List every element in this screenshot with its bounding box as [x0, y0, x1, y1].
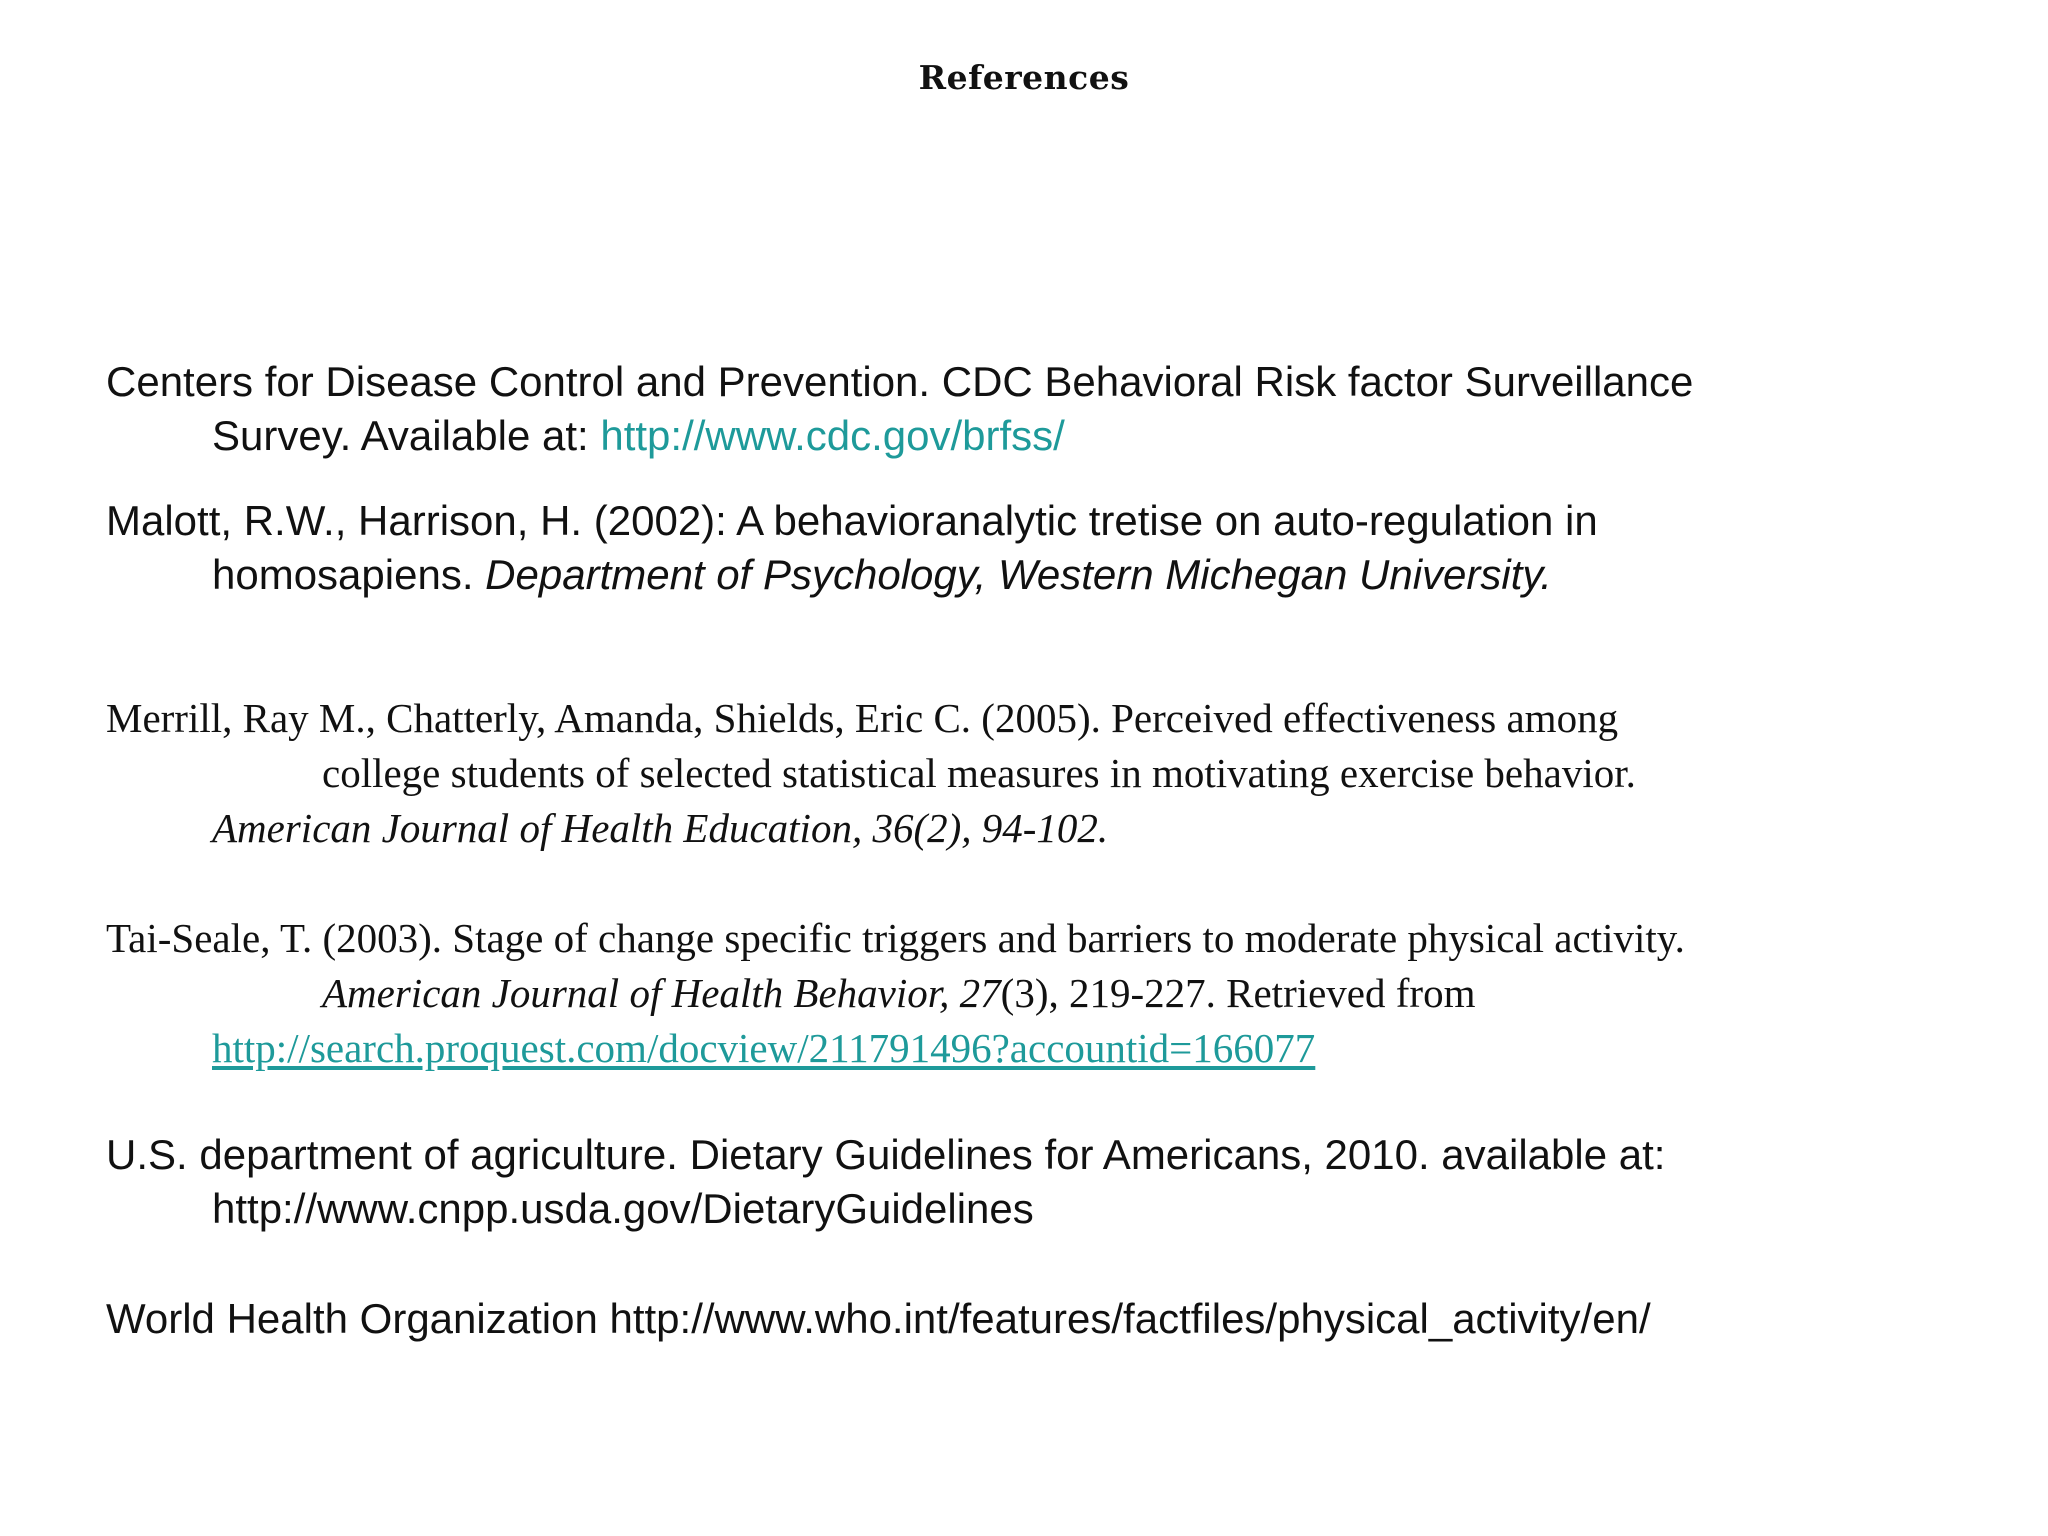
reference-merrill-line-2: college students of selected statistical measures in motivating exercise behavior. — [322, 750, 1636, 796]
reference-usda-url: http://www.cnpp.usda.gov/DietaryGuidelines — [212, 1185, 1034, 1232]
reference-tai-seale-issue: (3), 219-227. Retrieved from — [1000, 970, 1476, 1016]
reference-tai-seale-line-2 — [106, 966, 2006, 1021]
proquest-link[interactable]: http://search.proquest.com/docview/211791496?accountid=166077 — [212, 1025, 1316, 1071]
reference-tai-seale-line-3 — [106, 1021, 2006, 1076]
reference-tai-seale-journal: American Journal of Health Behavior, 27 — [322, 970, 1001, 1016]
page-title: References — [918, 58, 1130, 97]
reference-usda-line-1: U.S. department of agriculture. Dietary Guidelines for Americans, 2010. available at: — [106, 1131, 1666, 1178]
reference-who — [106, 1292, 2006, 1346]
reference-cdc-line-1: Centers for Disease Control and Prevention. CDC Behavioral Risk factor Surveillance — [106, 358, 1694, 405]
reference-cdc — [106, 355, 2006, 463]
reference-who-line-1: World Health Organization http://www.who.int/features/factfiles/physical_activity/en/ — [106, 1295, 1651, 1342]
reference-malott-line-1: Malott, R.W., Harrison, H. (2002): A behavioranalytic tretise on auto-regulation in — [106, 497, 1598, 544]
reference-cdc-available-label: Survey. Available at: — [212, 412, 601, 459]
reference-merrill-journal: American Journal of Health Education, 36(2), 94-102. — [212, 805, 1109, 851]
reference-merrill-line-1: Merrill, Ray M., Chatterly, Amanda, Shields, Eric C. (2005). Perceived effectiveness among — [106, 695, 1619, 741]
reference-malott-source: Department of Psychology, Western Michegan University. — [485, 551, 1552, 598]
reference-malott-text: homosapiens. — [212, 551, 486, 598]
reference-malott — [106, 494, 2006, 602]
reference-merrill — [106, 691, 2006, 856]
reference-tai-seale-line-1: Tai-Seale, T. (2003). Stage of change specific triggers and barriers to moderate physical activity. — [106, 915, 1685, 961]
cdc-brfss-link[interactable]: http://www.cdc.gov/brfss/ — [600, 412, 1065, 459]
reference-tai-seale — [106, 911, 2006, 1076]
reference-cdc-line-2 — [106, 409, 2006, 463]
reference-malott-line-2 — [106, 548, 2006, 602]
reference-usda — [106, 1128, 2006, 1236]
